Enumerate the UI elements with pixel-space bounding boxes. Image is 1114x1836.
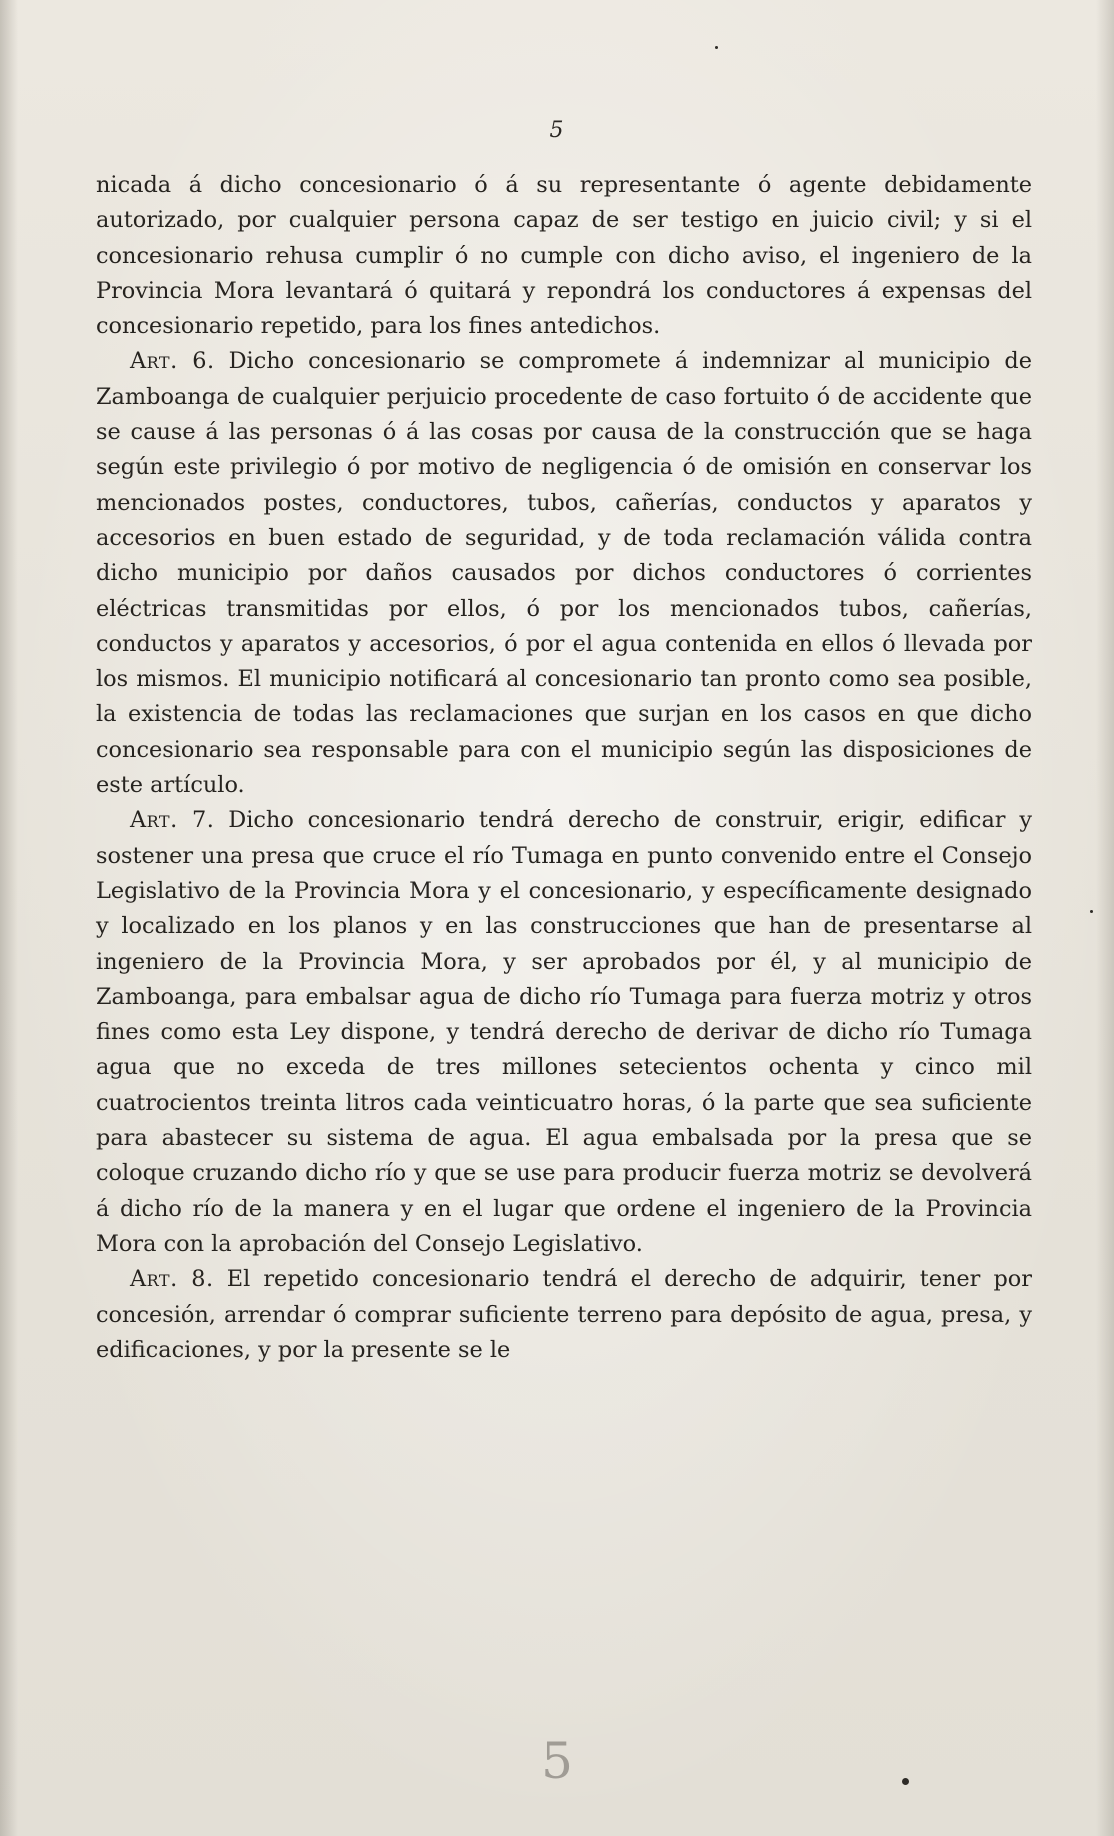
ink-speck [902, 1778, 909, 1785]
article-label: Art. 6. [130, 348, 215, 375]
body-text [96, 168, 1032, 1368]
article-7 [96, 803, 1032, 1262]
paragraph-text: Dicho concesionario se compromete á indemnizar al municipio de Zamboanga de cualquier perjuicio procedente de caso fortuito ó de accidente que se cause á las personas ó á las cosas por causa de la construcción que se haga según este privilegio ó por motivo de negligencia ó de omisión en conservar los mencionados postes, conductores, tubos, cañerías, conductos y aparatos y accesorios en buen estado de seguridad, y de toda reclamación válida contra dicho municipio por daños causados por dichos conductores ó corrientes eléctricas transmitidas por ellos, ó por los mencionados tubos, cañerías, conductos y aparatos y accesorios, ó por el agua contenida en ellos ó llevada por los mismos. El municipio notificará al concesionario tan pronto como sea posible, la existencia de todas las reclamaciones que surjan en los casos en que dicho concesionario sea responsable para con el municipio según las disposiciones de este artículo. [96, 348, 1032, 799]
page-number: 5 [549, 118, 565, 143]
ink-speck [1090, 910, 1093, 913]
article-6 [96, 344, 1032, 803]
ink-speck [715, 46, 718, 49]
paragraph-text: Dicho concesionario tendrá derecho de construir, erigir, edificar y sostener una presa que cruce el río Tumaga en punto convenido entre el Consejo Legislativo de la Provincia Mora y el concesionario, y específicamente designado y localizado en los planos y en las construcciones que han de presentarse al ingeniero de la Provincia Mora, y ser aprobados por él, y al municipio de Zamboanga, para embalsar agua de dicho río Tumaga para fuerza motriz y otros fines como esta Ley dispone, y tendrá derecho de derivar de dicho río Tumaga agua que no exceda de tres millones setecientos ochenta y cinco mil cuatrocientos treinta litros cada veinticuatro horas, ó la parte que sea suficiente para abastecer su sistema de agua. El agua embalsada por la presa que se coloque cruzando dicho río y que se use para producir fuerza motriz se devolverá á dicho río de la manera y en el lugar que ordene el ingeniero de la Provincia Mora con la aprobación del Consejo Legislativo. [96, 807, 1032, 1257]
folio-mark: 5 [541, 1732, 573, 1790]
paragraph-text: nicada á dicho concesionario ó á su representante ó agente debidamente autorizado, por cualquier persona capaz de ser testigo en juicio civil; y si el concesionario rehusa cumplir ó no cumple con dicho aviso, el ingeniero de la Provincia Mora levantará ó quitará y repondrá los conductores á expensas del concesionario repetido, para los fines antedichos. [96, 172, 1032, 340]
article-label: Art. 7. [130, 807, 215, 834]
left-page-edge [0, 0, 18, 1836]
paragraph-text: El repetido concesionario tendrá el derecho de adquirir, tener por concesión, arrendar ó comprar suficiente terreno para depósito de agua, presa, y edificaciones, y por la presente se le [96, 1266, 1032, 1363]
right-page-edge [1096, 0, 1114, 1836]
article-8 [96, 1262, 1032, 1368]
paragraph-continuation [96, 168, 1032, 344]
article-label: Art. 8. [130, 1266, 214, 1293]
